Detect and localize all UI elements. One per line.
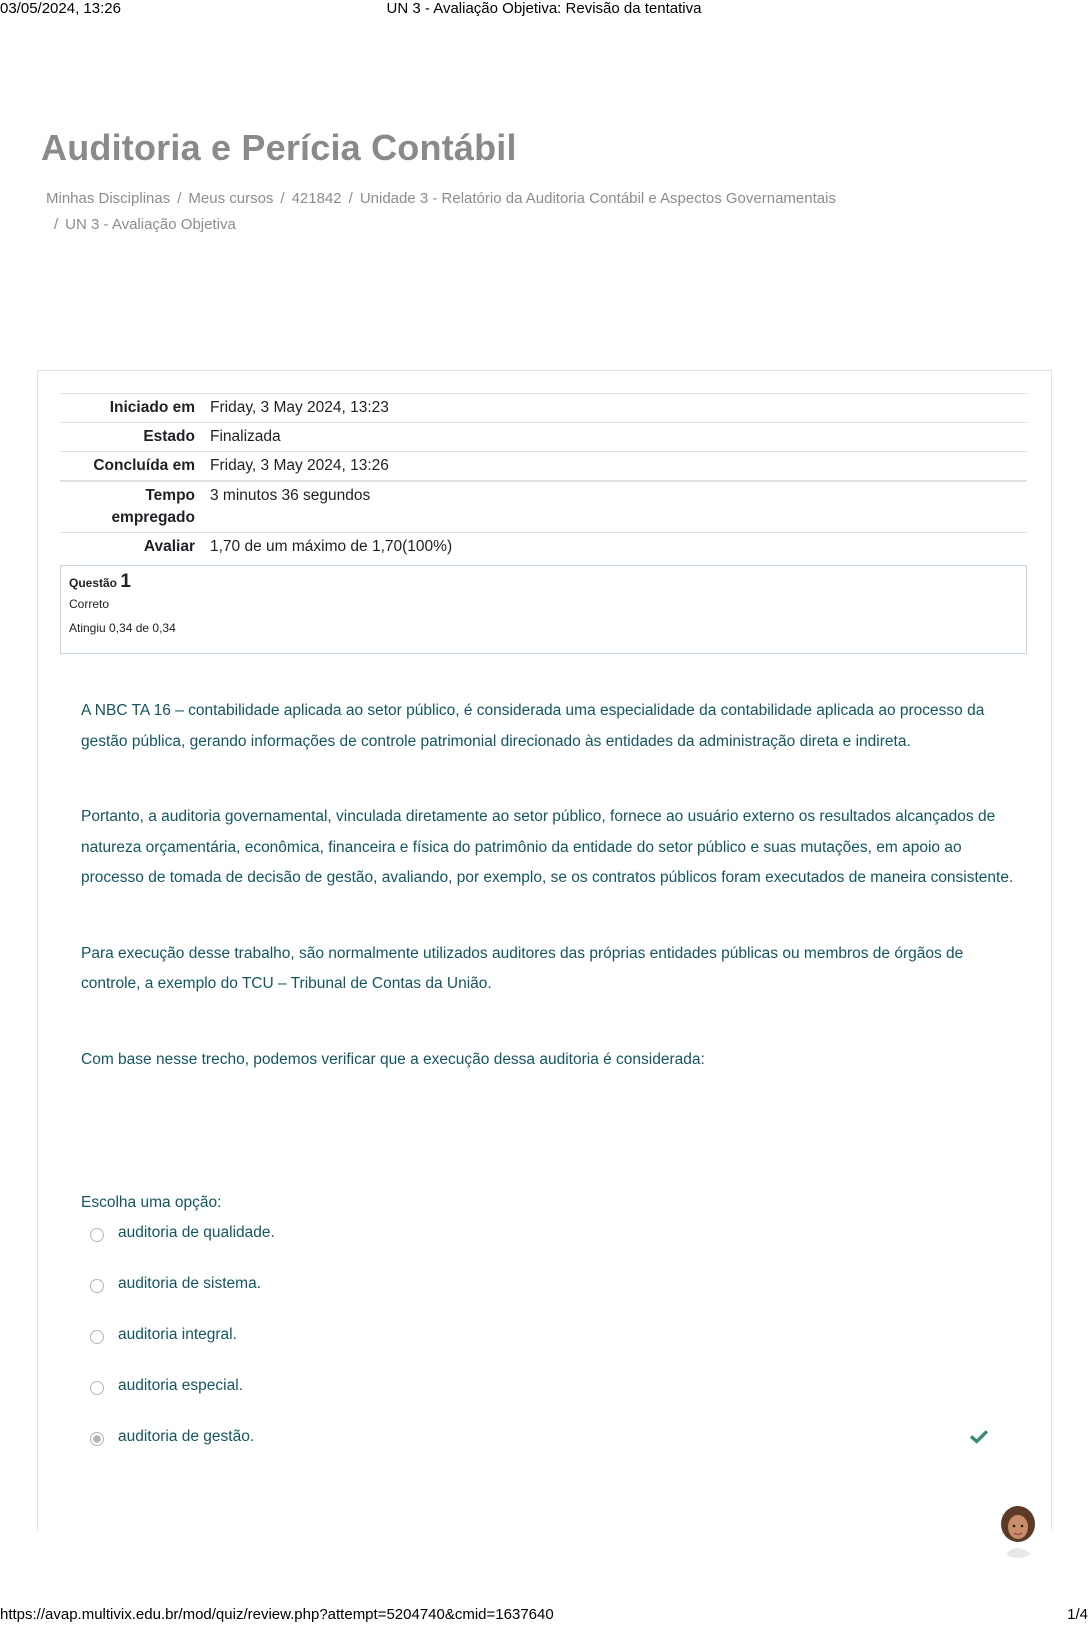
breadcrumb-separator: / [54,216,59,233]
question-paragraph: Portanto, a auditoria governamental, vinculada diretamente ao setor público, fornece ao usuário externo os resultados alcançados de natureza orçamentária, econômica, financeira e física do patrimônio da entidade do setor público e suas mutações, em apoio ao processo de tomada de decisão de gestão, avaliando, por exemplo, se os contratos públicos foram executados de maneira consistente. [81,808,1014,886]
question-state: Correto [69,597,110,611]
question-text [81,696,1016,1130]
print-date: 03/05/2024, 13:26 [0,0,121,17]
avatar-icon [996,1504,1040,1558]
radio-button[interactable] [90,1330,104,1344]
breadcrumb-item-unidade[interactable]: Unidade 3 - Relatório da Auditoria Contábil e Aspectos Governamentais [359,190,836,207]
breadcrumb [46,186,1046,238]
breadcrumb-item-disciplinas[interactable]: Minhas Disciplinas [46,190,171,207]
radio-button-selected[interactable] [90,1432,104,1446]
answer-option[interactable] [90,1377,1010,1428]
summary-value: Friday, 3 May 2024, 13:23 [210,399,389,416]
breadcrumb-separator: / [348,190,353,207]
breadcrumb-item-meus-cursos[interactable]: Meus cursos [188,190,274,207]
summary-value: 1,70 de um máximo de 1,70(100%) [210,538,453,555]
radio-button[interactable] [90,1228,104,1242]
question-label: Questão [69,576,118,590]
print-url: https://avap.multivix.edu.br/mod/quiz/review.php?attempt=5204740&cmid=1637640 [0,1606,554,1623]
summary-value: Friday, 3 May 2024, 13:26 [210,457,389,474]
attempt-summary-table [60,393,1027,561]
summary-label: Avaliar [143,538,195,555]
table-row [60,452,1027,482]
assistant-avatar[interactable] [996,1504,1040,1558]
question-info-box [60,565,1027,654]
question-paragraph: Com base nesse trecho, podemos verificar que a execução dessa auditoria é considerada: [81,1050,705,1068]
table-row [60,394,1027,423]
print-footer [0,1605,1088,1625]
question-number-value: 1 [120,571,131,592]
answer-prompt: Escolha uma opção: [81,1194,222,1211]
summary-value: Finalizada [210,428,281,445]
summary-value: 3 minutos 36 segundos [210,487,371,504]
answer-option[interactable] [90,1326,1010,1377]
table-row [60,423,1027,452]
summary-label: Tempo empregado [111,487,195,526]
summary-label: Iniciado em [109,399,195,416]
answer-option-label: auditoria especial. [118,1377,243,1394]
question-paragraph: A NBC TA 16 – contabilidade aplicada ao setor público, é considerada uma especialidade da contabilidade aplicada ao processo da gestão pública, gerando informações de controle patrimonial direcionado às entidades da administração direta e indireta. [81,702,985,750]
breadcrumb-separator: / [177,190,182,207]
print-page-number: 1/4 [1067,1606,1088,1623]
print-doc-title: UN 3 - Avaliação Objetiva: Revisão da tentativa [386,0,702,17]
summary-label: Concluída em [93,457,195,474]
breadcrumb-item-course-id[interactable]: 421842 [291,190,342,207]
answer-option-selected[interactable] [90,1428,1010,1479]
radio-button[interactable] [90,1381,104,1395]
answer-options [90,1224,1010,1479]
radio-button[interactable] [90,1279,104,1293]
answer-option-label: auditoria integral. [118,1326,237,1343]
answer-option-label: auditoria de sistema. [118,1275,262,1292]
question-paragraph: Para execução desse trabalho, são normalmente utilizados auditores das próprias entidades públicas ou membros de órgãos de controle, a exemplo do TCU – Tribunal de Contas da União. [81,944,964,992]
question-grade: Atingiu 0,34 de 0,34 [69,621,176,635]
breadcrumb-separator: / [280,190,285,207]
answer-option-label: auditoria de gestão. [118,1428,255,1445]
course-title: Auditoria e Perícia Contábil [41,127,517,168]
breadcrumb-item-quiz[interactable]: UN 3 - Avaliação Objetiva [65,216,236,233]
print-header [0,0,1088,20]
answer-option[interactable] [90,1275,1010,1326]
table-row [60,481,1027,533]
question-number [69,572,1018,593]
answer-option[interactable] [90,1224,1010,1275]
summary-label: Estado [143,428,195,445]
table-row [60,533,1027,562]
answer-option-label: auditoria de qualidade. [118,1224,275,1241]
correct-check-icon [970,1428,988,1446]
